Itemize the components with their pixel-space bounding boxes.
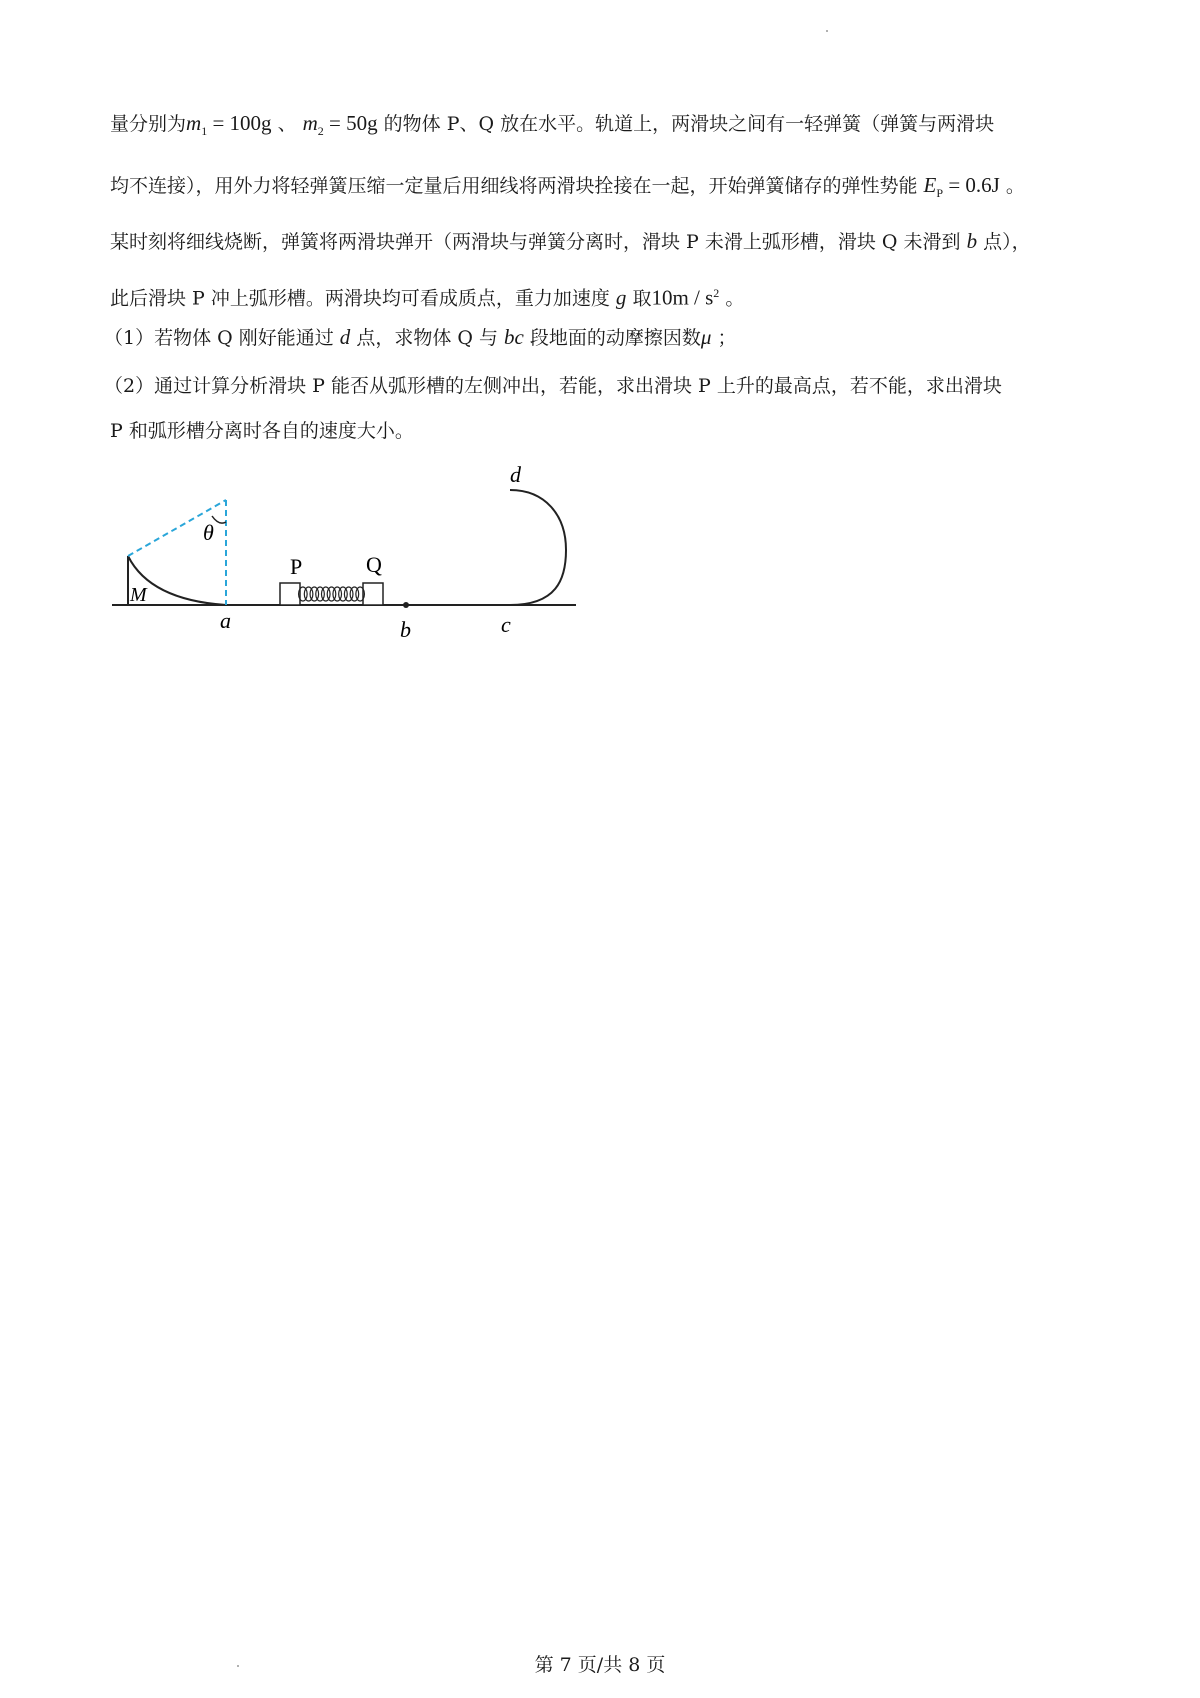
question-2-line-2: P 和弧形槽分离时各自的速度大小。 [110, 420, 414, 442]
spring [299, 587, 365, 601]
label-b: b [400, 617, 411, 642]
problem-line-3: 某时刻将细线烧断，弹簧将两滑块弹开（两滑块与弹簧分离时，滑块 P 未滑上弧形槽，滑块 Q 未滑到 b 点）， [110, 229, 1031, 253]
semicircle-track [510, 490, 566, 605]
label-a: a [220, 608, 231, 633]
label-d: d [510, 462, 521, 487]
problem-line-4: 此后滑块 P 冲上弧形槽。两滑块均可看成质点，重力加速度 g 取$10m / s^2$ 。 [110, 285, 745, 310]
theta-angle-arc [212, 516, 226, 523]
label-theta: θ [203, 520, 214, 545]
question-1: （1）若物体 Q 刚好能通过 d 点，求物体 Q 与 bc 段地面的动摩擦因数μ ； [104, 325, 737, 349]
physics-diagram [0, 0, 1200, 660]
question-2-line-1: （2）通过计算分析滑块 P 能否从弧形槽的左侧冲出，若能，求出滑块 P 上升的最高点，若不能，求出滑块 [104, 375, 1002, 397]
label-c: c [501, 612, 511, 637]
point-b-marker [403, 602, 409, 608]
page-footer: 第 7 页/共 8 页 [534, 1654, 666, 1676]
block-P [280, 583, 300, 605]
label-M: M [130, 584, 147, 606]
label-Q: Q [366, 552, 382, 577]
problem-line-1: 量分别为$m_1 = 100g$ 、 $m_2 = 50g$ 的物体 P、Q 放在水平。轨道上，两滑块之间有一轻弹簧（弹簧与两滑块 [110, 111, 995, 138]
label-P: P [290, 554, 303, 579]
problem-line-2: 均不连接），用外力将轻弹簧压缩一定量后用细线将两滑块拴接在一起，开始弹簧储存的弹性势能 $E_P = 0.6J$ 。 [110, 173, 1025, 200]
block-Q [363, 583, 383, 605]
